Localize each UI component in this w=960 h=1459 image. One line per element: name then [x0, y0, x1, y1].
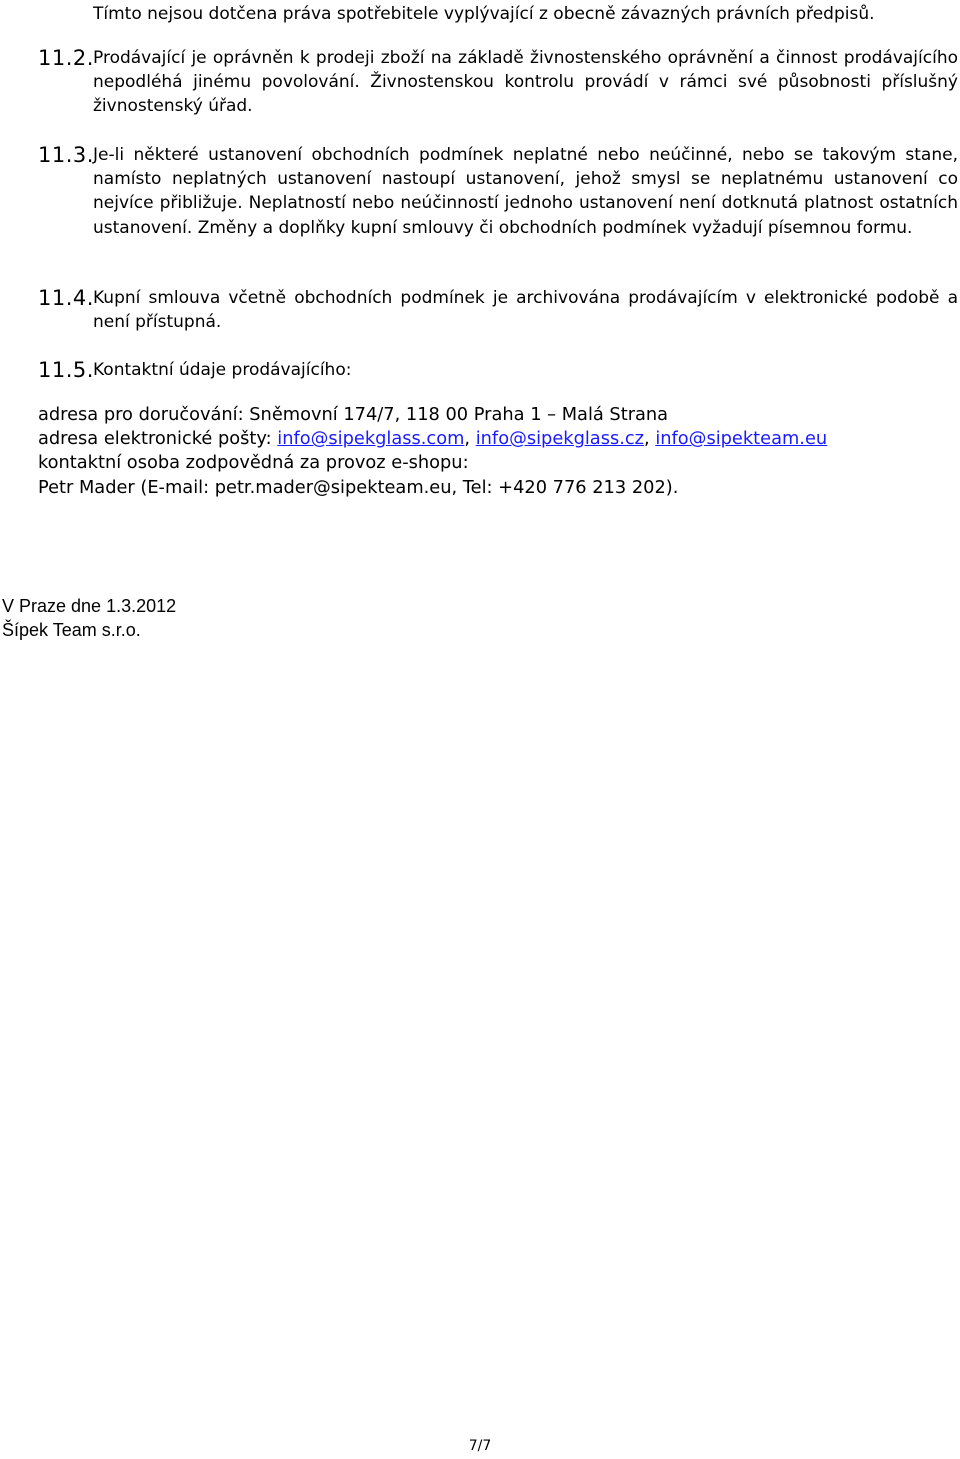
page-number — [0, 1437, 960, 1455]
contact-details — [38, 403, 938, 500]
clause-text: Prodávající je oprávněn k prodeji zboží na základě živnostenského oprávnění a činnost prodávajícího nepodléhá jinému povolování. Živnostenskou kontrolu provádí v rámci své působnosti příslušný živnostenský úřad. — [93, 48, 958, 117]
email-label: adresa elektronické pošty: — [38, 428, 278, 450]
page-number-text: 7/7 — [468, 1438, 492, 1454]
email-link-sipekteam-eu[interactable]: info@sipekteam.eu — [655, 428, 828, 450]
contact-person-label: kontaktní osoba zodpovědná za provoz e-shopu: — [38, 452, 469, 474]
intro-paragraph: Tímto nejsou dotčena práva spotřebitele vyplývající z obecně závazných právních předpisů. — [93, 4, 875, 24]
clause-number: 11.2. — [38, 46, 94, 70]
email-addresses — [38, 427, 938, 451]
email-link-sipekglass-com[interactable]: info@sipekglass.com — [277, 428, 465, 450]
place-and-date: V Praze dne 1.3.2012 — [2, 596, 177, 616]
clause-text: Kontaktní údaje prodávajícího: — [93, 360, 352, 380]
clause-11-4 — [38, 286, 958, 334]
clause-11-3 — [38, 143, 958, 240]
contact-person: Petr Mader (E-mail: petr.mader@sipekteam.eu, Tel: +420 776 213 202). — [38, 476, 679, 498]
company-name: Šípek Team s.r.o. — [2, 620, 141, 641]
clause-number: 11.5. — [38, 358, 94, 382]
clause-11-5 — [38, 358, 958, 382]
signature-block — [2, 594, 176, 642]
delivery-address: adresa pro doručování: Sněmovní 174/7, 118 00 Praha 1 – Malá Strana — [38, 404, 669, 425]
email-link-sipekglass-cz[interactable]: info@sipekglass.cz — [475, 428, 644, 450]
clause-number: 11.3. — [38, 143, 94, 167]
clause-text: Kupní smlouva včetně obchodních podmínek je archivována prodávajícím v elektronické podobě a není přístupná. — [93, 288, 958, 333]
clause-text: Je-li některé ustanovení obchodních podmínek neplatné nebo neúčinné, nebo se takovým stane, namísto neplatných ustanovení nastoupí ustanovení, jehož smysl se neplatnému ustanovení co nejvíce přibližuje. Neplatností nebo neúčinností jednoho ustanovení není dotknutá platnost ostatních ustanovení. Změny a doplňky kupní smlouvy či obchodních podmínek vyžadují písemnou formu. — [93, 145, 958, 238]
clause-number: 11.4. — [38, 286, 94, 310]
email-separator: , — [644, 428, 656, 450]
clause-11-2 — [38, 46, 958, 119]
email-separator: , — [464, 428, 476, 450]
